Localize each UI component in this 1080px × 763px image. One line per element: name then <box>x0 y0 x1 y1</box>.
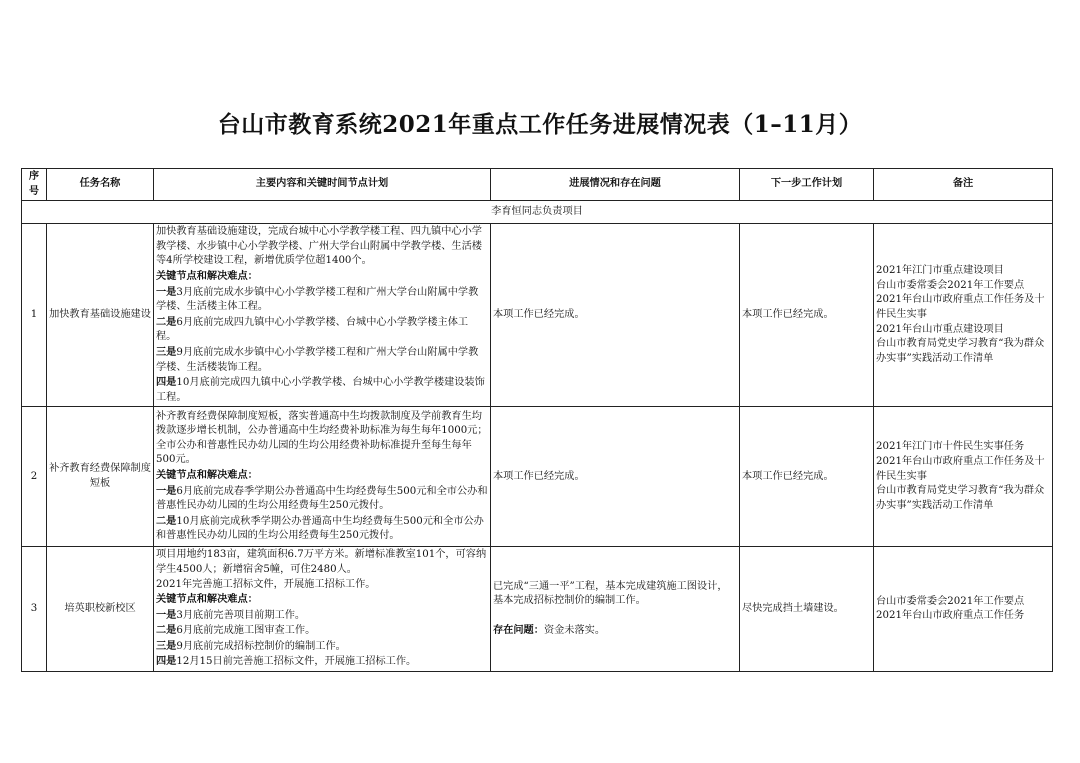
key-label: 关键节点和解决难点： <box>156 469 258 482</box>
progress-cell: 本项工作已经完成。 <box>491 407 740 547</box>
notes-cell <box>874 224 1053 407</box>
note-line: 台山市委常委会2021年工作要点 <box>876 595 1025 607</box>
table-header-row <box>22 169 1053 201</box>
row-number: 3 <box>22 547 47 672</box>
table-row <box>22 547 1053 672</box>
note-line: 2021年台山市政府重点工作任务及十件民生实事 <box>876 455 1045 482</box>
page-title: 台山市教育系统2021年重点工作任务进展情况表（1–11月） <box>217 111 863 138</box>
milestone: 二是6月底前完成施工图审查工作。 <box>156 624 316 637</box>
issue-label: 存在问题： <box>493 623 544 636</box>
issue-text: 资金未落实。 <box>543 624 606 636</box>
progress-table <box>21 168 1053 672</box>
note-line: 台山市教育局党史学习教育“我为群众办实事”实践活动工作清单 <box>876 485 1045 511</box>
plan-cell <box>154 547 491 672</box>
progress-text: 已完成“三通一平”工程，基本完成建筑施工图设计，基本完成招标控制价的编制工作。 <box>493 580 728 607</box>
milestone: 一是6月底前完成春季学期公办普通高中生均经费每生500元和全市公办和普惠性民办幼儿园的生均公用经费每生250元拨付。 <box>156 484 488 512</box>
next-plan-cell: 尽快完成挡土墙建设。 <box>740 547 874 672</box>
milestone: 二是10月底前完成秋季学期公办普通高中生均经费每生500元和全市公办和普惠性民办幼儿园的生均公用经费每生250元拨付。 <box>156 514 484 542</box>
notes-cell <box>874 547 1053 672</box>
header-next-plan: 下一步工作计划 <box>740 169 874 201</box>
header-task-name: 任务名称 <box>47 169 154 201</box>
note-line: 2021年江门市十件民生实事任务 <box>876 441 1025 453</box>
progress-cell: 本项工作已经完成。 <box>491 224 740 407</box>
next-plan-cell: 本项工作已经完成。 <box>740 224 874 407</box>
plan-intro: 补齐教育经费保障制度短板，落实普通高中生均拨款制度及学前教育生均拨款逐步增长机制，公办普通高中生均经费补助标准为每生每年1000元；全市公办和普惠性民办幼儿园的生均公用经费补助标准提升至每生每年500元。 <box>156 410 488 466</box>
key-label: 关键节点和解决难点： <box>156 593 258 606</box>
note-line: 台山市教育局党史学习教育“我为群众办实事”实践活动工作清单 <box>876 338 1045 364</box>
table-row <box>22 224 1053 407</box>
milestone: 一是3月底前完成水步镇中心小学教学楼工程和广州大学台山附属中学教学楼、生活楼主体工程。 <box>156 285 479 313</box>
section-row <box>22 201 1053 224</box>
next-plan-cell: 本项工作已经完成。 <box>740 407 874 547</box>
plan-intro: 项目用地约183亩，建筑面积6.7万平方米。新增标准教室101个，可容纳学生4500人；新增宿舍5幢，可住2480人。 <box>156 549 487 575</box>
milestone: 三是9月底前完成水步镇中心小学教学楼工程和广州大学台山附属中学教学楼、生活楼装饰工程。 <box>156 345 479 373</box>
milestone: 三是9月底前完成招标控制价的编制工作。 <box>156 639 346 652</box>
milestone: 二是6月底前完成四九镇中心小学教学楼、台城中心小学教学楼主体工程。 <box>156 315 469 343</box>
plan-intro-2: 2021年完善施工招标文件，开展施工招标工作。 <box>156 578 376 590</box>
task-name: 培英职校新校区 <box>47 547 154 672</box>
plan-intro: 加快教育基础设施建设，完成台城中心小学教学楼工程、四九镇中心小学教学楼、水步镇中心小学教学楼、广州大学台山附属中学教学楼、生活楼等4所学校建设工程，新增优质学位超1400个。 <box>156 226 482 267</box>
task-name: 补齐教育经费保障制度短板 <box>47 407 154 547</box>
row-number: 1 <box>22 224 47 407</box>
header-notes: 备注 <box>874 169 1053 201</box>
header-progress: 进展情况和存在问题 <box>491 169 740 201</box>
note-line: 2021年江门市重点建设项目 <box>876 265 1004 277</box>
milestone: 四是12月15日前完善施工招标文件，开展施工招标工作。 <box>156 655 417 668</box>
table-row <box>22 407 1053 547</box>
issue-line <box>493 623 737 639</box>
header-seq: 序号 <box>22 169 47 201</box>
plan-cell <box>154 224 491 407</box>
note-line: 2021年台山市重点建设项目 <box>876 323 1004 335</box>
note-line: 2021年台山市政府重点工作任务 <box>876 610 1025 622</box>
progress-cell <box>491 547 740 672</box>
plan-cell <box>154 407 491 547</box>
notes-cell <box>874 407 1053 547</box>
header-plan: 主要内容和关键时间节点计划 <box>154 169 491 201</box>
section-title: 李育恒同志负责项目 <box>22 201 1053 224</box>
task-name: 加快教育基础设施建设 <box>47 224 154 407</box>
milestone: 一是3月底前完善项目前期工作。 <box>156 608 306 621</box>
note-line: 2021年台山市政府重点工作任务及十件民生实事 <box>876 294 1045 320</box>
note-line: 台山市委常委会2021年工作要点 <box>876 279 1025 291</box>
row-number: 2 <box>22 407 47 547</box>
milestone: 四是10月底前完成四九镇中心小学教学楼、台城中心小学教学楼建设装饰工程。 <box>156 376 485 403</box>
key-label: 关键节点和解决难点： <box>156 269 258 282</box>
